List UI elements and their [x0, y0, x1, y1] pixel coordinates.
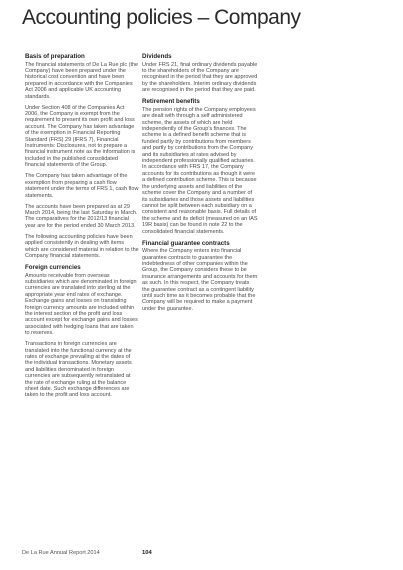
basis-paragraph-3: The Company has taken advantage of the exemption from preparing a cash flow statement under the terms of FRS 1, cash flow statements.	[25, 173, 139, 199]
foreign-currencies-paragraph-1: Amounts receivable from overseas subsidiaries which are denominated in foreign currencies are translated into sterling at the appropriate year end rates of exchange. Exchange gains and losses on translating foreign currency amounts are included within the interest section of the profit and loss account except for exchange gains and losses associated with hedging loans that are taken to reserves.	[25, 272, 138, 337]
retirement-benefits-paragraph: The pension rights of the Company employees are dealt with through a self administered scheme, the assets of which are held independently of the Group's finances. The scheme is a defined benefit scheme that is funded partly by contributions from members and partly by contributions from the Company and its subsidiaries at rates advised by independent professionally qualified actuaries. In accordance with FRS 17, the Company accounts for its contributions as though it were a defined contribution scheme. This is because the underlying assets and liabilities of the scheme cover the Company and a number of its subsidiaries and those assets and liabilities cannot be split between each subsidiary on a consistent and reasonable basis. Full details of the scheme and its deficit (measured on an IAS 19R basis) can be found in note 22 to the consolidated financial statements.	[142, 106, 258, 235]
dividends-paragraph: Under FRS 21, final ordinary dividends payable to the shareholders of the Company are recognised in the period that they are approved by the shareholders. Interim ordinary dividends are recognised in the period that they are paid.	[142, 61, 258, 94]
page-number: 104	[142, 550, 152, 556]
basis-paragraph-5: The following accounting policies have been applied consistently in dealing with items which are considered material in relation to the Company financial statements.	[25, 233, 139, 259]
foreign-currencies-paragraph-2: Transactions in foreign currencies are translated into the functional currency at the rates of exchange prevailing at the dates of the individual transactions. Monetary assets and liabilities denominated in foreign currencies are subsequently retranslated at the rate of exchange ruling at the balance sheet date. Such exchange differences are taken to the profit and loss account.	[25, 341, 132, 399]
left-column	[25, 53, 139, 403]
basis-paragraph-4: The accounts have been prepared as at 29 March 2014, being the last Saturday in March. The comparatives for the 2012/13 financial year are for the period ended 30 March 2013.	[25, 203, 138, 229]
basis-paragraph-1: The financial statements of De La Rue plc (the Company) have been prepared under the historical cost convention and have been prepared in accordance with the Companies Act 2006 and applicable UK accounting standards.	[25, 61, 139, 100]
retirement-benefits-heading: Retirement benefits	[142, 98, 200, 106]
dividends-heading: Dividends	[142, 53, 172, 60]
foreign-currencies-heading: Foreign currencies	[25, 263, 81, 271]
footer-report-name: De La Rue Annual Report 2014	[22, 550, 100, 556]
basis-paragraph-2: Under Section 408 of the Companies Act 2006, the Company is exempt from the requirement to present its own profit and loss account. The Company has taken advantage of the exemption in Financial Reporting Standard (FRS) 29 (IFRS 7), Financial Instruments: Disclosures, not to prepare a financial instrument note as the information is included in the published consolidated financial statements of the Group.	[25, 104, 136, 169]
page-title: Accounting policies – Company	[22, 6, 301, 29]
basis-of-preparation-heading: Basis of preparation	[25, 53, 85, 60]
right-column	[142, 53, 258, 317]
financial-guarantee-contracts-paragraph: Where the Company enters into financial guarantee contracts to guarantee the indebtedness of other companies within the Group, the Company considers these to be insurance arrangements and accounts for them as such. In this respect, the Company treats the guarantee contract as a contingent liability until such time as it becomes probable that the Company will be required to make a payment under the guarantee.	[142, 248, 258, 312]
financial-guarantee-contracts-heading: Financial guarantee contracts	[142, 239, 230, 247]
